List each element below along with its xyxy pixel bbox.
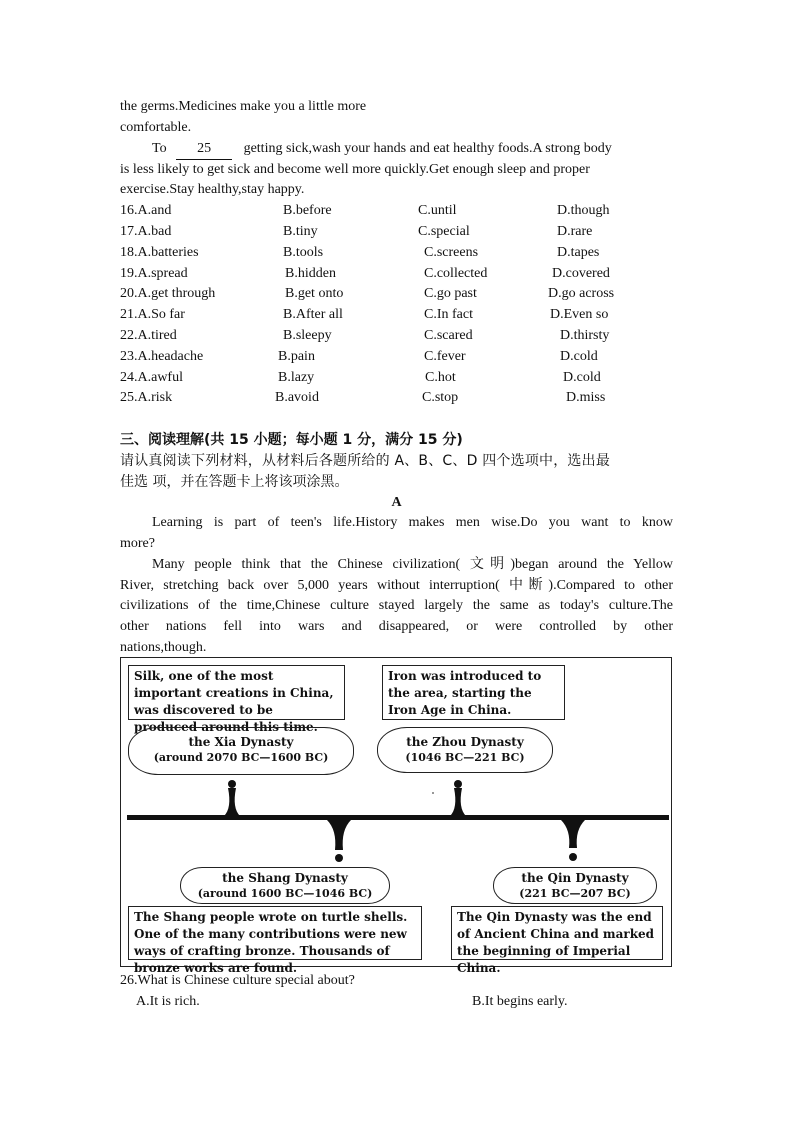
option-row xyxy=(120,264,680,284)
option-a: 21.A.So far xyxy=(120,307,185,322)
passage-line: Learning is part of teen's life.History makes men wise.Do you want to know xyxy=(152,515,673,530)
option-b: B.sleepy xyxy=(283,328,332,343)
passage-line: the germs.Medicines make you a little more xyxy=(120,99,367,114)
passage-line: is less likely to get sick and become well more quickly.Get enough sleep and proper xyxy=(120,162,590,177)
option-a: A.It is rich. xyxy=(136,994,200,1009)
option-a: 22.A.tired xyxy=(120,328,177,343)
option-row xyxy=(120,368,680,388)
option-c: C.collected xyxy=(424,266,488,281)
option-c: C.special xyxy=(418,224,470,239)
answer-blank: 25 xyxy=(176,139,232,160)
passage-line: River, stretching back over 5,000 years without interruption( 中断).Compared to other xyxy=(120,578,673,593)
option-a: 16.A.and xyxy=(120,203,172,218)
zhou-dynasty-name: the Zhou Dynasty xyxy=(406,735,524,749)
shang-note-box: The Shang people wrote on turtle shells. One of the many contributions were new ways of crafting bronze. Thousands of bronze works are found. xyxy=(128,906,422,960)
option-a: 25.A.risk xyxy=(120,390,173,405)
passage-label: A xyxy=(391,495,402,510)
option-c: C.stop xyxy=(422,390,459,405)
option-d: D.covered xyxy=(552,266,610,281)
option-d: D.cold xyxy=(563,370,601,385)
option-b: B.pain xyxy=(278,349,315,364)
option-c: C.go past xyxy=(424,286,477,301)
timeline-axis xyxy=(127,815,669,820)
instruction-line: 请认真阅读下列材料，从材料后各题所给的 A、B、C、D 四个选项中，选出最 xyxy=(120,453,611,469)
qin-dynasty-dates: (221 BC—207 BC) xyxy=(519,887,631,900)
section-heading: 三、阅读理解(共 15 小题；每小题 1 分，满分 15 分) xyxy=(120,432,463,448)
option-a: 17.A.bad xyxy=(120,224,172,239)
passage-line: more? xyxy=(120,536,155,551)
option-b: B.tiny xyxy=(283,224,318,239)
option-c: C.screens xyxy=(424,245,479,260)
option-a: 20.A.get through xyxy=(120,286,216,301)
dynasty-timeline-figure xyxy=(120,657,672,975)
shang-dynasty-dates: (around 1600 BC—1046 BC) xyxy=(197,887,373,900)
instruction-line: 佳选 项，并在答题卡上将该项涂黑。 xyxy=(120,474,349,490)
qin-pin xyxy=(561,820,585,861)
option-row xyxy=(120,201,680,221)
xia-dynasty-name: the Xia Dynasty xyxy=(188,735,294,749)
option-b: B.before xyxy=(283,203,332,218)
qin-dynasty-name: the Qin Dynasty xyxy=(521,871,629,885)
option-c: C.fever xyxy=(424,349,466,364)
option-d: D.rare xyxy=(557,224,593,239)
qin-note-box: The Qin Dynasty was the end of Ancient China and marked the beginning of Imperial China. xyxy=(451,906,663,960)
option-c: C.until xyxy=(418,203,457,218)
option-d: D.Even so xyxy=(550,307,609,322)
shang-dynasty-label xyxy=(180,867,390,904)
option-row xyxy=(120,388,680,408)
xia-pin xyxy=(224,780,240,816)
option-row xyxy=(120,305,680,325)
option-d: D.though xyxy=(557,203,610,218)
option-d: D.miss xyxy=(566,390,606,405)
xia-dynasty-dates: (around 2070 BC—1600 BC) xyxy=(153,751,329,764)
option-c: C.hot xyxy=(425,370,456,385)
option-d: D.cold xyxy=(560,349,598,364)
option-b: B.It begins early. xyxy=(472,994,568,1009)
silk-note-box: Silk, one of the most important creations in China, was discovered to be produced around this time. xyxy=(128,665,345,720)
option-row xyxy=(120,347,680,367)
option-c: C.In fact xyxy=(424,307,473,322)
passage-text: getting sick,wash your hands and eat healthy foods.A strong body xyxy=(243,141,612,156)
option-row xyxy=(120,243,680,263)
paragraph-prefix: To xyxy=(152,141,167,156)
option-b: B.get onto xyxy=(285,286,344,301)
option-c: C.scared xyxy=(424,328,473,343)
option-row xyxy=(120,284,680,304)
option-b: B.tools xyxy=(283,245,324,260)
option-row xyxy=(120,326,680,346)
question-stem: 26.What is Chinese culture special about? xyxy=(120,973,355,988)
passage-line: nations,though. xyxy=(120,640,207,655)
shang-dynasty-name: the Shang Dynasty xyxy=(222,871,348,885)
passage-line: other nations fell into wars and disappeared, or were controlled by other xyxy=(120,619,673,634)
option-b: B.hidden xyxy=(285,266,336,281)
option-b: B.avoid xyxy=(275,390,319,405)
option-a: 23.A.headache xyxy=(120,349,204,364)
passage-line xyxy=(152,139,612,160)
option-a: 19.A.spread xyxy=(120,266,188,281)
option-d: D.go across xyxy=(548,286,615,301)
passage-line: civilizations of the time,Chinese culture stayed largely the same as today's culture.The xyxy=(120,598,673,613)
zhou-dynasty-dates: (1046 BC—221 BC) xyxy=(405,751,525,764)
passage-line: comfortable. xyxy=(120,120,192,135)
passage-line: exercise.Stay healthy,stay happy. xyxy=(120,182,305,197)
iron-note-box: Iron was introduced to the area, starting the Iron Age in China. xyxy=(382,665,565,720)
option-d: D.tapes xyxy=(557,245,600,260)
passage-line: Many people think that the Chinese civilization( 文明)began around the Yellow xyxy=(152,557,673,572)
option-a: 24.A.awful xyxy=(120,370,183,385)
zhou-pin xyxy=(450,780,466,816)
option-d: D.thirsty xyxy=(560,328,610,343)
option-row xyxy=(120,222,680,242)
option-a: 18.A.batteries xyxy=(120,245,199,260)
qin-dynasty-label xyxy=(493,867,657,904)
option-b: B.After all xyxy=(283,307,343,322)
option-b: B.lazy xyxy=(278,370,315,385)
shang-pin xyxy=(327,820,351,862)
